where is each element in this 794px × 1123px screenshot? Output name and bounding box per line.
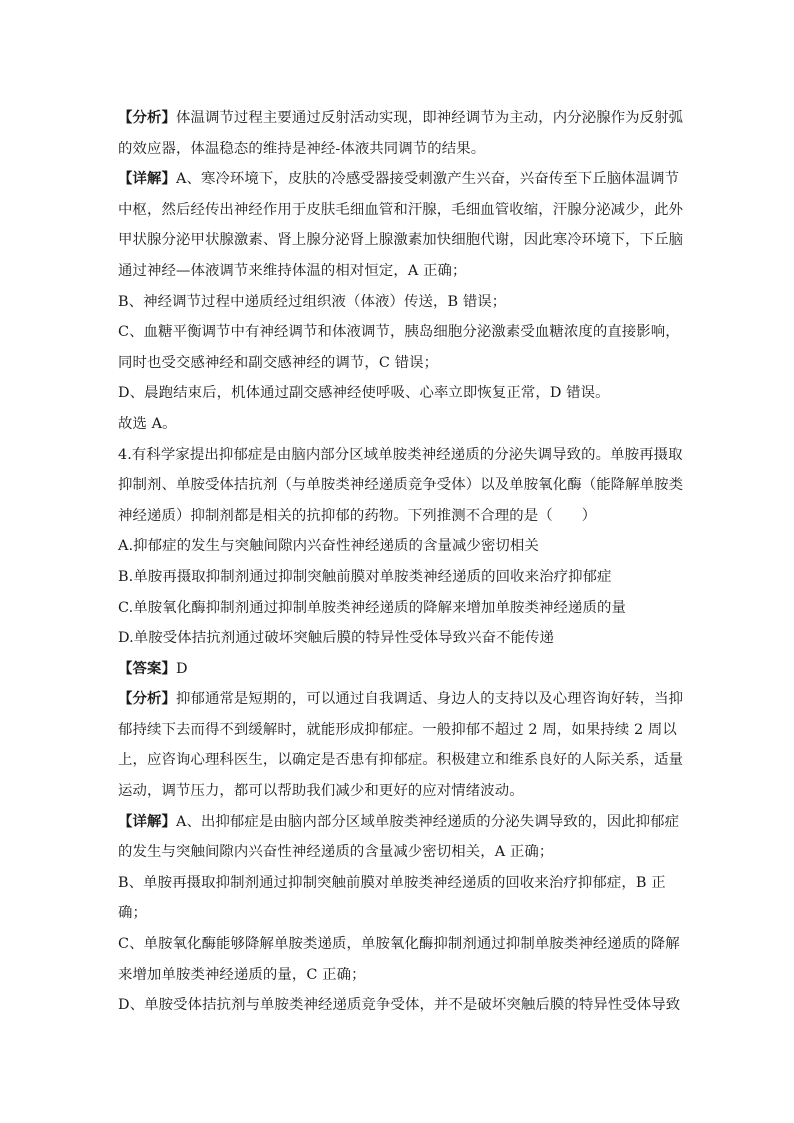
option-d: D.单胺受体拮抗剂通过破坏突触后膜的特异性受体导致兴奋不能传递 [118,630,555,647]
option-a: A.抑郁症的发生与突触间隙内兴奋性神经递质的含量减少密切相关 [118,538,539,555]
option-b: B.单胺再摄取抑制剂通过抑制突触前膜对单胺类神经递质的回收来治疗抑郁症 [118,568,612,585]
answer-paragraph [118,654,678,685]
detail-text: 的发生与突触间隙内兴奋性神经递质的含量减少密切相关，A 正确； [118,844,554,861]
detail-option-d [118,990,681,1021]
detail-text: 确； [118,905,147,922]
detail-tag: 【详解】 [118,812,176,830]
question-text: 神经递质）抑制剂都是相关的抗抑郁的药物。下列推测不合理的是（ ） [118,507,597,524]
option-c: C.单胺氧化酶抑制剂通过抑制单胺类神经递质的降解来增加单胺类神经递质的量 [118,599,626,616]
choice-statement [118,409,678,440]
detail-option-b [118,868,678,929]
detail-option-c [118,317,678,378]
analysis-text: 抑郁通常是短期的，可以通过自我调适、身边人的支持以及心理咨询好转，当抑 [175,691,684,708]
analysis-tag: 【分析】 [118,109,176,126]
detail-option-c [118,929,678,990]
document-body [118,103,684,1021]
detail-tag: 【详解】 [118,170,176,188]
question-4 [118,440,684,532]
analysis-text: 上，应咨询心理科医生，以确定是否患有抑郁症。积极建立和维系良好的人际关系，适量 [118,752,684,769]
detail-text: C、单胺氧化酶能够降解单胺类递质，单胺氧化酶抑制剂通过抑制单胺类神经递质的降解 [118,936,680,953]
analysis-text: 体温调节过程主要通过反射活动实现，即神经调节为主动，内分泌腺作为反射弧 [175,110,684,126]
answer-tag: 【答案】 [118,659,176,677]
detail-paragraph-1 [118,164,684,286]
detail-text: A、寒冷环境下，皮肤的冷感受器接受刺激产生兴奋，兴奋传至下丘脑体温调节 [175,171,680,188]
question-options [118,531,678,653]
detail-text: 通过神经—体液调节来维持体温的相对恒定，A 正确； [118,262,467,279]
analysis-text: 运动，调节压力，都可以帮助我们减少和更好的应对情绪波动。 [118,783,524,800]
detail-text: 中枢，然后经传出神经作用于皮肤毛细血管和汗腺，毛细血管收缩，汗腺分泌减少，此外 [118,201,684,218]
analysis-paragraph-1 [118,103,684,164]
detail-text: 同时也受交感神经和副交感神经的调节，C 错误； [118,354,439,371]
question-text: 抑制剂、单胺受体拮抗剂（与单胺类神经递质竞争受体）以及单胺氧化酶（能降解单胺类 [118,477,684,494]
detail-option-d [118,378,678,409]
analysis-paragraph-2 [118,684,684,806]
detail-text: D、晨跑结束后，机体通过副交感神经使呼吸、心率立即恢复正常，D 错误。 [118,385,610,402]
answer-value: D [175,660,188,677]
detail-text: B、神经调节过程中递质经过组织液（体液）传送，B 错误； [118,293,507,310]
detail-paragraph-2 [118,807,678,868]
detail-option-b [118,287,678,318]
analysis-text: 郁持续下去而得不到缓解时，就能形成抑郁症。一般抑郁不超过 2 周，如果持续 2 周以 [118,721,677,738]
detail-text: A、出抑郁症是由脑内部分区域单胺类神经递质的分泌失调导致的，因此抑郁症 [175,813,680,830]
detail-text: C、血糖平衡调节中有神经调节和体液调节，胰岛细胞分泌激素受血糖浓度的直接影响， [118,324,680,341]
question-text: 4.有科学家提出抑郁症是由脑内部分区域单胺类神经递质的分泌失调导致的。单胺再摄取 [118,446,683,463]
analysis-tag: 【分析】 [118,690,176,708]
detail-text: B、单胺再摄取抑制剂通过抑制突触前膜对单胺类神经递质的回收来治疗抑郁症，B 正 [118,874,666,891]
analysis-text: 的效应器，体温稳态的维持是神经-体液共同调节的结果。 [118,140,486,157]
detail-text: 来增加单胺类神经递质的量，C 正确； [118,966,366,983]
choice-text: 故选 A。 [118,415,177,432]
detail-text: 甲状腺分泌甲状腺激素、肾上腺分泌肾上腺激素加快细胞代谢，因此寒冷环境下，下丘脑 [118,232,684,249]
detail-text: D、单胺受体拮抗剂与单胺类神经递质竞争受体，并不是破坏突触后膜的特异性受体导致 [118,997,681,1014]
